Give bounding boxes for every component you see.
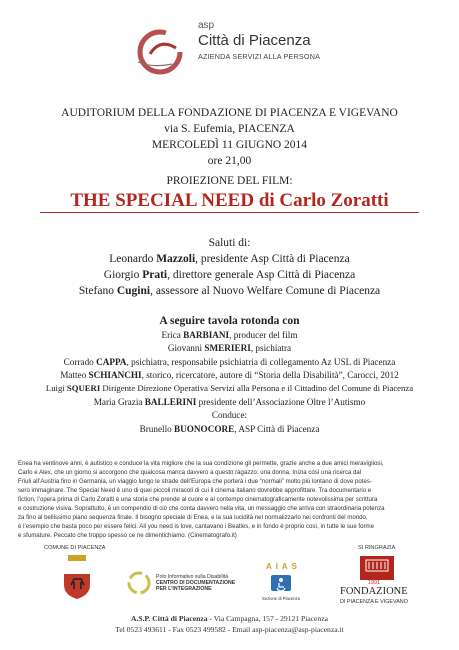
roundtable-line: Matteo SCHIANCHI, storico, ricercatore, autore di “Storia della Disabilità”, Carocci, 2012 bbox=[60, 370, 399, 380]
aias-sub: Sezione di Piacenza bbox=[262, 596, 300, 601]
logo-sub-text: AZIENDA SERVIZI ALLA PERSONA bbox=[198, 52, 321, 61]
polo-disabilita-logo-icon bbox=[126, 570, 152, 596]
aias-logo-text: A I A S bbox=[266, 562, 298, 571]
comune-crest-icon bbox=[62, 555, 92, 599]
description-line: fiction, l’opera prima di Carlo Zoratti è una storia che prende al cuore e al contempo cinematograficamente notevolissima per scrittura bbox=[18, 496, 378, 503]
fondazione-emblem-icon bbox=[360, 556, 394, 580]
venue-line-3: MERCOLEDÌ 11 GIUGNO 2014 bbox=[151, 139, 308, 151]
asp-logo bbox=[132, 18, 332, 83]
comune-label: COMUNE DI PIACENZA bbox=[44, 545, 106, 551]
greeting-line: Leonardo Mazzoli, presidente Asp Città di Piacenza bbox=[109, 253, 350, 265]
title-underline bbox=[40, 212, 419, 213]
greetings-heading: Saluti di: bbox=[208, 237, 251, 249]
venue-line-4: ore 21,00 bbox=[207, 155, 252, 167]
roundtable-line: Corrado CAPPA, psichiatra, responsabile psichiatria di collegamento Az USL di Piacenza bbox=[63, 357, 396, 367]
description-line: e costruzione visiva. Soprattutto, è un compendio di ciò che conta davvero nella vita, un messaggio che arriva con straordinaria potenza bbox=[18, 505, 385, 512]
moderator-label: Conduce: bbox=[211, 410, 248, 420]
footer-contacts: Tel 0523 493611 - Fax 0523 499582 - Email asp-piacenza@asp-piacenza.it bbox=[115, 625, 344, 634]
logo-asp-text: asp bbox=[198, 20, 215, 31]
fondazione-year: 1991 bbox=[368, 580, 380, 586]
ringrazia-label: SI RINGRAZIA bbox=[358, 545, 396, 551]
description-line: Carlo e Alex, che un giorno si accorgono che qualcosa manca davvero a questo ragazzo: una donna. Inizia così una ricerca dal bbox=[18, 469, 362, 476]
greeting-line: Giorgio Prati, direttore generale Asp Città di Piacenza bbox=[103, 269, 356, 281]
description-line: è l’esempio che basta poco per essere felici. All you need is love, cantavano i Beatles, e in fondo è proprio così, in tutte le sue forme bbox=[18, 523, 375, 530]
roundtable-line: Erica BARBIANI, producer del film bbox=[161, 330, 298, 340]
description-line: e sfumature. Peccato che troppo spesso ce ne dimentichiamo. (Cinematografo.it) bbox=[18, 532, 237, 539]
roundtable-line: Luigi SQUERI Dirigente Direzione Operativa Servizi alla Persona e il Cittadino del Comune di Piacenza bbox=[45, 383, 414, 393]
venue-line-1: AUDITORIUM DELLA FONDAZIONE DI PIACENZA E VIGEVANO bbox=[61, 107, 398, 119]
asp-logo-mark-icon bbox=[132, 18, 196, 82]
polo-line-2: CENTRO DI DOCUMENTAZIONE bbox=[156, 580, 236, 586]
roundtable-line: Giovanni SMERIERI, psichiatra bbox=[167, 343, 292, 353]
fondazione-sub: DI PIACENZA E VIGEVANO bbox=[340, 599, 408, 605]
description-line: Enea ha ventinove anni, è autistico e conduce la vita migliore che la sua condizione gli permette, grazie anche a due amici meravigliosi, bbox=[18, 460, 384, 467]
description-line: sero immaginare. The Special Need è uno di quei piccoli miracoli di cui il cinema italiano dovrebbe approfittare. Tra documentario e bbox=[18, 487, 372, 494]
roundtable-line: Maria Grazia BALLERINI presidente dell’Associazione Oltre l’Autismo bbox=[93, 397, 366, 407]
greeting-line: Stefano Cugini, assessore al Nuovo Welfare Comune di Piacenza bbox=[78, 285, 381, 297]
description-line: za fino al bellissimo piano sequenza finale. Il bisogno speciale di Enea, e la sua lucidità nel normalizzarlo nei confronti del mondo, bbox=[18, 514, 368, 521]
roundtable-heading: A seguire tavola rotonda con bbox=[159, 315, 300, 327]
polo-line-3: PER L’INTEGRAZIONE bbox=[156, 586, 212, 592]
film-description bbox=[18, 459, 441, 540]
moderator-line: Brunello BUONOCORE, ASP Città di Piacenza bbox=[139, 424, 320, 434]
film-title: THE SPECIAL NEED di Carlo Zoratti bbox=[70, 190, 389, 211]
aias-logo-icon bbox=[268, 573, 294, 593]
polo-line-1: Polo Informativo sulla Disabilità bbox=[156, 574, 229, 580]
footer-address: A.S.P. Città di Piacenza - Via Campagna, 157 - 29121 Piacenza bbox=[131, 614, 328, 623]
film-intro: PROIEZIONE DEL FILM: bbox=[166, 175, 293, 187]
venue-line-2: via S. Eufemia, PIACENZA bbox=[164, 123, 295, 135]
logo-city-text: Città di Piacenza bbox=[198, 32, 311, 49]
description-line: Friuli all’Austria fino in Germania, un viaggio lungo le strade dell’Europa che porterà i due “normali” molto più lontano di dove potes- bbox=[18, 478, 372, 485]
fondazione-name: FONDAZIONE bbox=[340, 586, 408, 597]
